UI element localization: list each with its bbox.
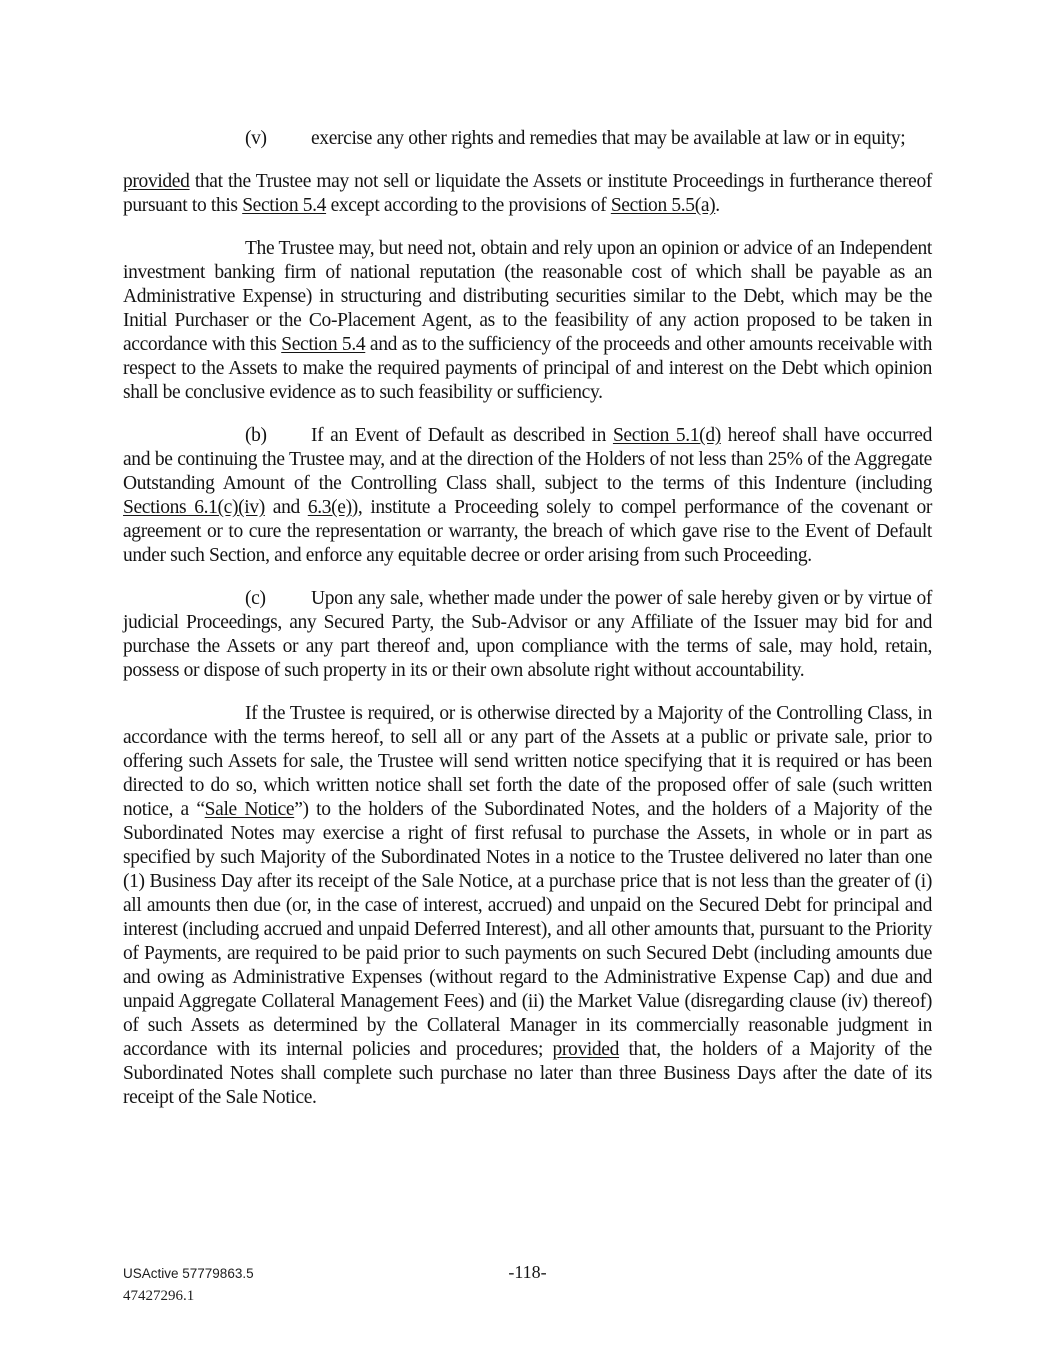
page-number: -118- (508, 1262, 547, 1282)
sale-notice-paragraph (123, 702, 932, 1110)
clause-label: (b) (245, 425, 267, 446)
trustee-opinion-paragraph (123, 237, 932, 405)
underlined-reference: Section 5.1(d) (612, 425, 721, 446)
text-run: except according to the provisions of (326, 195, 611, 216)
text-run: that the Trustee may not sell or liquidate the Assets or institute Proceedings in furtherance thereof pursuant to this (123, 171, 932, 216)
text-run: ”) to the holders of the Subordinated Notes, and the holders of a Majority of the Subordinated Notes may exercise a right of first refusal to purchase the Assets, in whole or in part as specified by such Majority of the Subordinated Notes in a notice to the Trustee delivered no later than one (1) Business Day after its receipt of the Sale Notice, at a purchase price that is not less than the greater of (i) all amounts then due (or, in the case of interest, accrued) and unpaid on the Secured Debt for principal and interest (including accrued and unpaid Deferred Interest), and all other amounts that, pursuant to the Priority of Payments, are required to be paid prior to such payments on such Secured Debt (including amounts due and owing as Administrative Expenses (without regard to the Administrative Expense Cap) and due and unpaid Aggregate Collateral Management Fees) and (ii) the Market Value (disregarding clause (iv) thereof) of such Assets as determined by the Collateral Manager in its commercially reasonable judgment in accordance with its internal policies and procedures; (123, 799, 933, 1060)
clause-b (123, 424, 932, 568)
underlined-reference: Section 5.4 (242, 195, 327, 216)
proviso-paragraph (123, 170, 932, 218)
text-run: exercise any other rights and remedies that may be available at law or in equity; (311, 128, 906, 149)
text-run: and as to the sufficiency of the proceeds and other amounts receivable with respect to the Assets to make the required payments of principal of and interest on the Debt which opinion shall be conclusive evidence as to such feasibility or sufficiency. (123, 334, 932, 403)
underlined-reference: 6.3(e) (307, 497, 352, 518)
clause-label: (c) (245, 588, 266, 609)
underlined-reference: provided (552, 1039, 620, 1060)
doc-id-primary: USActive 57779863.5 (123, 1266, 254, 1281)
underlined-reference: Section 5.5(a) (610, 195, 716, 216)
text-run: The Trustee may, but need not, obtain and rely upon an opinion or advice of an Independent investment banking firm of national reputation (the reasonable cost of which shall be payable as an Administrative Expense) in structuring and distributing securities similar to the Debt, which may be the Initial Purchaser or the Co-Placement Agent, as to the feasibility of any action proposed to be taken in accordance with this (123, 238, 932, 355)
underlined-reference: provided (123, 171, 190, 192)
underlined-reference: Section 5.4 (281, 334, 366, 355)
doc-id-secondary: 47427296.1 (123, 1287, 195, 1304)
text-run: Upon any sale, whether made under the power of sale hereby given or by virtue of judicial Proceedings, any Secured Party, the Sub-Advisor or any Affiliate of the Issuer may bid for and purchase the Assets or any part thereof and, upon compliance with the terms of sale, may hold, retain, possess or dispose of such property in its or their own absolute right without accountability. (123, 588, 932, 681)
text-run: If an Event of Default as described in (311, 425, 613, 446)
text-run: If the Trustee is required, or is otherwise directed by a Majority of the Controlling Class, in accordance with the terms hereof, to sell all or any part of the Assets at a public or private sale, prior to offering such Assets for sale, the Trustee will send written notice specifying that it is required or has been directed to do so, which written notice shall set forth the date of the proposed offer of sale (such written notice, a “ (123, 703, 932, 820)
underlined-reference: Sections 6.1(c)(iv) (123, 497, 265, 518)
clause-c (123, 587, 932, 683)
text-run: and (264, 497, 308, 518)
clause-v (184, 127, 932, 151)
document-body (123, 127, 932, 1129)
text-run: that, the holders of a Majority of the Subordinated Notes shall complete such purchase no later than three Business Days after the date of its receipt of the Sale Notice. (123, 1039, 932, 1108)
text-run: ), institute a Proceeding solely to compel performance of the covenant or agreement or to cure the representation or warranty, the breach of which gave rise to the Event of Default under such Section, and enforce any equitable decree or order arising from such Proceeding. (123, 497, 933, 566)
clause-label: (v) (245, 128, 267, 149)
text-run: hereof shall have occurred and be continuing the Trustee may, and at the direction of the Holders of not less than 25% of the Aggregate Outstanding Amount of the Controlling Class shall, subject to the terms of this Indenture (including (123, 425, 932, 494)
text-run: . (715, 195, 720, 216)
underlined-reference: Sale Notice (204, 799, 295, 820)
